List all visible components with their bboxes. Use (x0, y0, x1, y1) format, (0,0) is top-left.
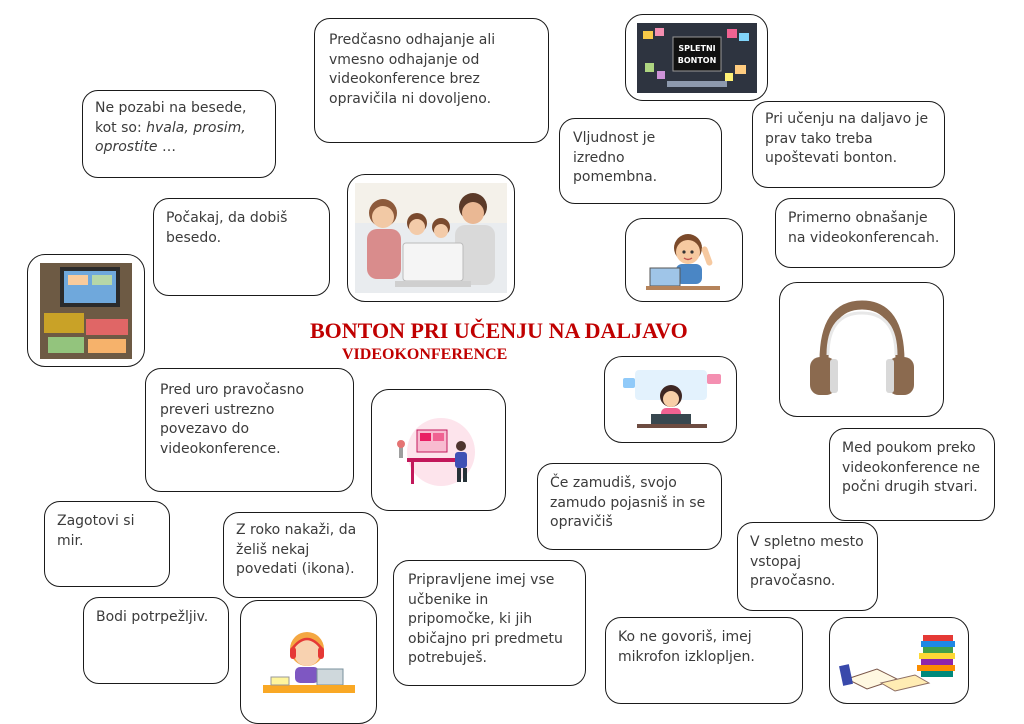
spletni-bonton-image (625, 14, 768, 101)
page-title: BONTON PRI UČENJU NA DALJAVO (310, 318, 688, 343)
sign-line1: SPLETNI (677, 43, 716, 53)
note-vljudnost: Vljudnost je izredno pomembna. (559, 118, 722, 204)
headphones-image (779, 282, 944, 417)
note-besede-suffix: … (157, 139, 177, 155)
note-pocakaj: Počakaj, da dobiš besedo. (153, 198, 330, 296)
note-bonton: Pri učenju na daljavo je prav tako treba upoštevati bonton. (752, 101, 945, 188)
note-besede-prefix: Ne pozabi na besede, kot so: (95, 100, 247, 136)
note-potrpezljiv: Bodi potrpežljiv. (83, 597, 229, 684)
page-subtitle: VIDEOKONFERENCE (342, 346, 508, 363)
note-mir: Zagotovi si mir. (44, 501, 170, 587)
girl-headphones-illustration (240, 600, 377, 724)
note-primerno: Primerno obnašanje na videokonferencah. (775, 198, 955, 268)
person-desk-illustration (371, 389, 506, 511)
note-ucbeniki: Pripravljene imej vse učbenike in pripomočke, ki jih običajno pri predmetu potrebuješ. (393, 560, 586, 686)
sign-line2: BONTON (677, 55, 716, 65)
note-besede (82, 90, 276, 178)
note-besede-italic: hvala, prosim, oprostite (95, 119, 246, 155)
note-povezava: Pred uro pravočasno preveri ustrezno povezavo do videokonference. (145, 368, 354, 492)
note-pravocasno: V spletno mesto vstopaj pravočasno. (737, 522, 878, 611)
note-zamuda: Če zamudiš, svojo zamudo pojasniš in se opravičiš (537, 463, 722, 550)
note-roka: Z roko nakaži, da želiš nekaj povedati (ikona). (223, 512, 378, 598)
boy-laptop-illustration (625, 218, 743, 302)
girl-computer-illustration (604, 356, 737, 443)
note-zapuscanje: Predčasno odhajanje ali vmesno odhajanje od videokonference brez opravičila ni dovoljeno. (314, 18, 549, 143)
desk-laptop-photo (27, 254, 145, 367)
family-laptop-photo (347, 174, 515, 302)
books-stack-image (829, 617, 969, 704)
note-mikrofon: Ko ne govoriš, imej mikrofon izklopljen. (605, 617, 803, 704)
note-drugo: Med poukom preko videokonference ne počni drugih stvari. (829, 428, 995, 521)
